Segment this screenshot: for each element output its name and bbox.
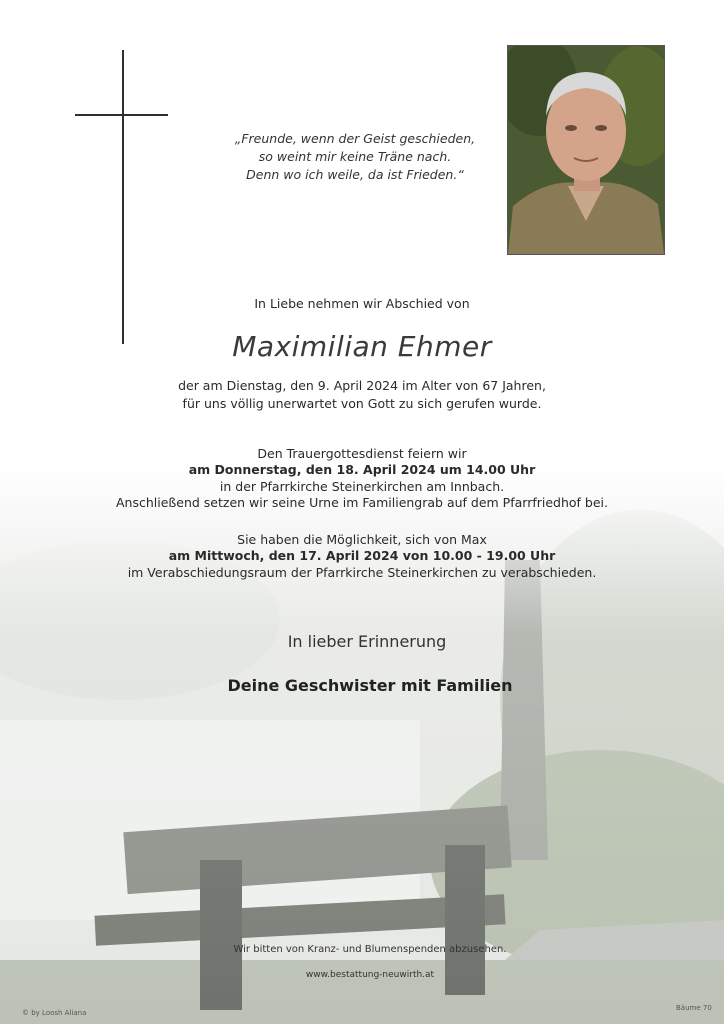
- quote-line: Denn wo ich weile, da ist Frieden.“: [246, 167, 464, 182]
- memorial-quote: [210, 130, 500, 184]
- family-signature: Deine Geschwister mit Familien: [227, 676, 513, 695]
- cross-horizontal: [75, 114, 168, 116]
- flowers-request: Wir bitten von Kranz- und Blumenspenden abzusehen.: [233, 944, 507, 955]
- funeral-location: in der Pfarrkirche Steinerkirchen am Innbach.: [219, 479, 505, 494]
- funeral-date: am Donnerstag, den 18. April 2024 um 14.00 Uhr: [188, 462, 536, 477]
- quote-line: „Freunde, wenn der Geist geschieden,: [234, 131, 476, 146]
- image-credit: © by Loosh Aliana: [22, 1009, 87, 1017]
- viewing-location: im Verabschiedungsraum der Pfarrkirche Steinerkirchen zu verabschieden.: [127, 565, 597, 580]
- template-label: Bäume 70: [676, 1004, 712, 1012]
- quote-line: so weint mir keine Träne nach.: [258, 149, 452, 164]
- in-memory-text: In lieber Erinnerung: [287, 632, 447, 651]
- viewing-line-1: Sie haben die Möglichkeit, sich von Max: [237, 532, 487, 547]
- funeral-urn: Anschließend setzen wir seine Urne im Familiengrab auf dem Pfarrfriedhof bei.: [115, 495, 608, 510]
- viewing-date: am Mittwoch, den 17. April 2024 von 10.00 - 19.00 Uhr: [168, 548, 556, 563]
- portrait-photo: [507, 45, 665, 255]
- deceased-name: Maximilian Ehmer: [232, 330, 492, 363]
- death-line-1: der am Dienstag, den 9. April 2024 im Alter von 67 Jahren,: [178, 378, 546, 393]
- funeral-home-website[interactable]: www.bestattung-neuwirth.at: [305, 970, 435, 980]
- farewell-intro: In Liebe nehmen wir Abschied von: [254, 296, 470, 311]
- death-line-2: für uns völlig unerwartet von Gott zu sich gerufen wurde.: [182, 396, 542, 411]
- funeral-line-1: Den Trauergottesdienst feiern wir: [257, 446, 467, 461]
